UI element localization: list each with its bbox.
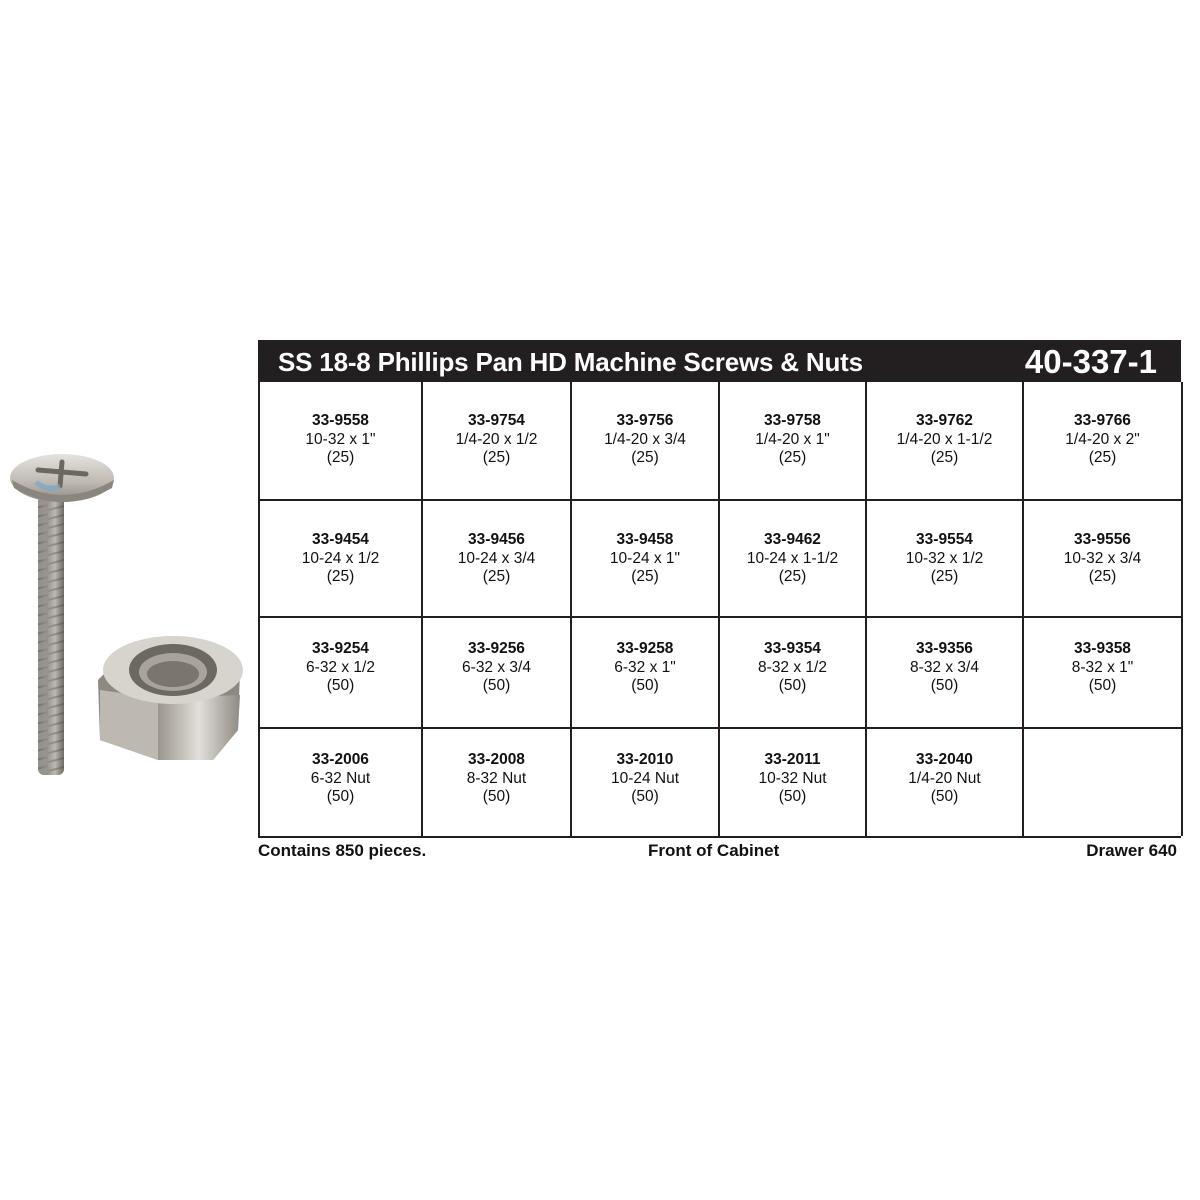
- product-image: [8, 440, 248, 790]
- compartment-grid: [258, 382, 1181, 838]
- part-number: 33-9758: [764, 412, 821, 429]
- part-quantity: (50): [482, 677, 511, 694]
- part-number: 33-9458: [616, 531, 674, 548]
- part-quantity: (25): [326, 568, 355, 585]
- part-spec: 10-32 x 1/2: [905, 549, 984, 567]
- part-number: 33-9756: [616, 412, 674, 429]
- part-spec: 6-32 Nut: [310, 769, 371, 787]
- compartment-cell: [572, 382, 720, 499]
- part-quantity: (50): [1088, 677, 1117, 694]
- hex-nut-icon: [98, 636, 243, 760]
- part-quantity: (50): [326, 788, 355, 805]
- part-quantity: (25): [631, 568, 659, 585]
- compartment-cell: [572, 616, 720, 727]
- part-quantity: (25): [778, 449, 807, 466]
- compartment-cell: [867, 499, 1024, 616]
- part-quantity: (50): [326, 677, 355, 694]
- part-quantity: (25): [1088, 449, 1117, 466]
- part-spec: 10-32 x 1": [305, 430, 376, 448]
- compartment-cell: [1024, 616, 1183, 727]
- part-number: 33-9258: [616, 640, 674, 657]
- part-quantity: (25): [326, 449, 355, 466]
- part-quantity: (50): [482, 788, 511, 805]
- chart-title: SS 18-8 Phillips Pan HD Machine Screws & Nuts: [278, 347, 863, 377]
- part-number: 33-9754: [468, 412, 525, 429]
- chart-header: [258, 340, 1181, 382]
- compartment-cell: [867, 382, 1024, 499]
- part-spec: 1/4-20 x 1-1/2: [896, 430, 993, 448]
- part-number: 33-2008: [468, 751, 525, 768]
- drawer-label: Drawer 640: [1086, 841, 1177, 860]
- part-quantity: (50): [778, 677, 807, 694]
- compartment-cell: [720, 727, 867, 836]
- part-spec: 10-24 x 1-1/2: [746, 549, 839, 567]
- compartment-cell: [1024, 499, 1183, 616]
- part-quantity: (50): [930, 788, 959, 805]
- part-number: 33-9558: [312, 412, 369, 429]
- part-quantity: (50): [778, 788, 807, 805]
- compartment-cell: [423, 616, 572, 727]
- part-spec: 8-32 x 1": [1071, 658, 1134, 676]
- part-spec: 1/4-20 x 1/2: [455, 430, 538, 448]
- part-number: 33-9354: [764, 640, 821, 657]
- part-spec: 8-32 Nut: [466, 769, 527, 787]
- part-quantity: (25): [778, 568, 807, 585]
- part-quantity: (25): [1088, 568, 1117, 585]
- part-spec: 1/4-20 Nut: [908, 769, 981, 787]
- compartment-cell: [720, 382, 867, 499]
- compartment-cell: [572, 727, 720, 836]
- part-number: 33-9356: [916, 640, 973, 657]
- compartment-cell: [867, 616, 1024, 727]
- compartment-cell: [260, 499, 423, 616]
- part-spec: 10-24 Nut: [610, 769, 680, 787]
- part-spec: 10-24 x 3/4: [457, 549, 536, 567]
- empty-compartment-cell: [1024, 727, 1183, 836]
- chart-footer: [258, 839, 1181, 865]
- compartment-cell: [260, 382, 423, 499]
- compartment-cell: [867, 727, 1024, 836]
- assortment-number: 40-337-1: [1024, 343, 1157, 380]
- part-quantity: (25): [631, 449, 659, 466]
- part-quantity: (25): [930, 449, 959, 466]
- machine-screw-icon: [10, 454, 114, 775]
- part-quantity: (50): [930, 677, 959, 694]
- part-spec: 10-32 Nut: [758, 769, 827, 787]
- compartment-cell: [720, 616, 867, 727]
- part-spec: 6-32 x 1/2: [306, 658, 375, 676]
- part-quantity: (25): [482, 449, 511, 466]
- part-spec: 10-32 x 3/4: [1063, 549, 1142, 567]
- part-number: 33-9456: [468, 531, 525, 548]
- part-number: 33-2006: [312, 751, 369, 768]
- part-spec: 1/4-20 x 3/4: [604, 430, 686, 448]
- part-quantity: (50): [631, 788, 659, 805]
- part-number: 33-2040: [916, 751, 973, 768]
- part-number: 33-9462: [764, 531, 821, 548]
- part-quantity: (25): [482, 568, 511, 585]
- part-number: 33-9766: [1074, 412, 1131, 429]
- compartment-cell: [423, 499, 572, 616]
- part-quantity: (25): [930, 568, 959, 585]
- part-number: 33-2010: [616, 751, 674, 768]
- part-quantity: (50): [631, 677, 659, 694]
- part-spec: 10-24 x 1/2: [301, 549, 380, 567]
- part-number: 33-9454: [312, 531, 369, 548]
- part-spec: 8-32 x 3/4: [910, 658, 979, 676]
- part-spec: 6-32 x 1": [614, 658, 676, 676]
- compartment-cell: [720, 499, 867, 616]
- part-spec: 1/4-20 x 2": [1065, 430, 1140, 448]
- part-spec: 1/4-20 x 1": [755, 430, 830, 448]
- part-number: 33-9358: [1074, 640, 1131, 657]
- compartment-cell: [423, 727, 572, 836]
- piece-count-text: Contains 850 pieces.: [258, 841, 427, 860]
- part-number: 33-9762: [916, 412, 973, 429]
- compartment-cell: [260, 616, 423, 727]
- part-spec: 8-32 x 1/2: [758, 658, 827, 676]
- part-number: 33-9256: [468, 640, 525, 657]
- compartment-cell: [260, 727, 423, 836]
- compartment-cell: [572, 499, 720, 616]
- cabinet-orientation-text: Front of Cabinet: [648, 841, 780, 860]
- part-number: 33-9556: [1074, 531, 1131, 548]
- compartment-cell: [1024, 382, 1183, 499]
- part-number: 33-9254: [312, 640, 369, 657]
- part-number: 33-9554: [916, 531, 973, 548]
- part-spec: 10-24 x 1": [609, 549, 681, 567]
- compartment-cell: [423, 382, 572, 499]
- part-spec: 6-32 x 3/4: [462, 658, 531, 676]
- part-number: 33-2011: [764, 751, 821, 768]
- drawer-chart: [258, 340, 1181, 865]
